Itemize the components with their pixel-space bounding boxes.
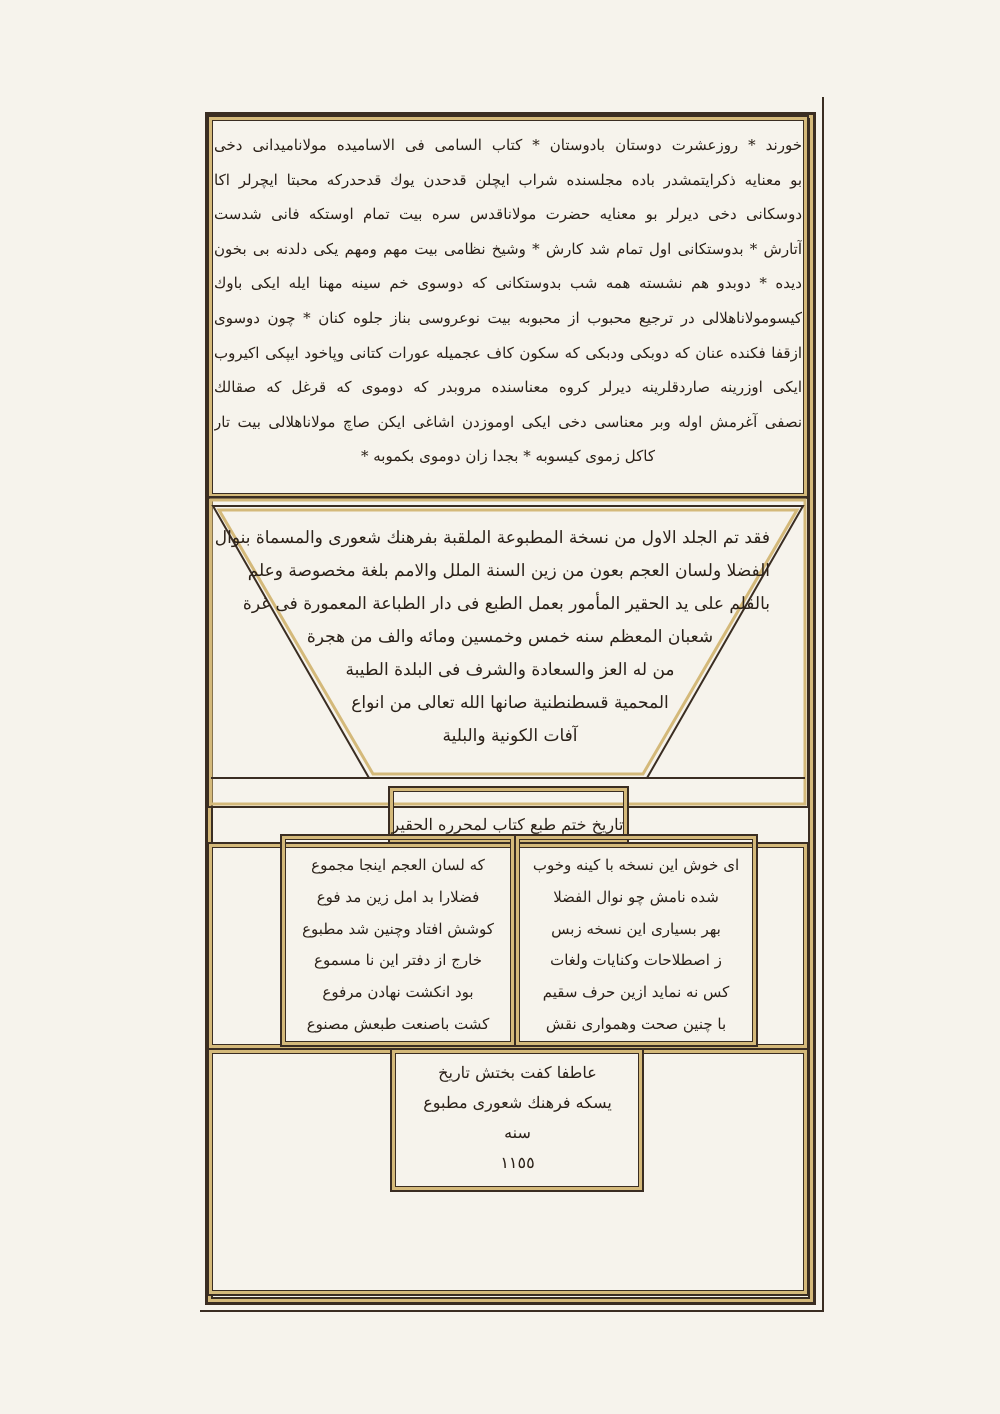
colophon-line: المحمية قسطنطنية صانها الله تعالى من انواع [351,693,669,713]
colophon-line: شعبان المعظم سنه خمس وخمسين ومائه والف من هجرة [306,627,714,647]
verse-line: فضلارا بد امل زين مد فوع [316,887,480,906]
colophon-text [214,522,770,753]
verse-line: بود انكشت نهادن مرفوع [322,983,474,1002]
verse-line: بهر بسيارى اين نسخه زبس [551,919,721,938]
date-text [395,1058,640,1178]
colophon-line: من له العز والسعادة والشرف فى البلدة الطيبة [345,660,675,680]
verse-line: كه لسان العجم اينجا مجموع [311,856,485,874]
top-text-line: نصفى آغرمش اوله وبر معناسى دخى ایكى اوموزدن اشاغى ایكن صاچ مولاناهلالى بیت تار [214,412,802,431]
top-text-line: كاكل زموى كیسوبه * بجدا زان دوموى بكموبه * [360,447,655,466]
verse-line: كوشش افتاد وچنين شد مطبوع [302,919,494,938]
top-text-line: دیده * دوبدو هم نشسته همه شب بدوستكانى كه دوسوى خم سینه مهنا ایله ایكى باوك [214,274,802,293]
colophon-line: الفضلا ولسان العجم بعون من زين السنة الملل والامم بلغة مخصوصة وعلم [247,561,770,581]
top-text-line: بو معنایه ذكرایتمشدر باده مجلسنده شراب ایچلن قدحدن یوك قدحدرکه محبتا ایچرلر اكا [214,170,802,189]
colophon-line: آفات الكونية والبلية [442,726,578,746]
verse-right-column [516,850,756,1041]
date-year: ١١٥٥ [500,1153,535,1172]
verse-line: اى خوش اين نسخه با كينه وخوب [532,856,740,874]
top-text-line: كیسومولاناهلالى در ترجیع محبوب از محبوبه بیت نوعروسى بناز جلوه كنان * چون دوسوى [214,308,802,327]
top-text-line: خورند * روزعشرت دوستان بادوستان * كتاب السامى فى الاسامیده مولانامیدانى دخى [214,136,802,154]
top-text-block [214,128,802,474]
date-year-label: سنه [504,1123,531,1142]
top-text-line: ازقفا فكنده عنان كه دوبكى ودبكى كه سكون كاف عجمیله عورات كتانى وپاخود ایپكى اكیروب [214,343,802,362]
colophon-line: فقد تم الجلد الاول من نسخة المطبوعة الملقبة بفرهنك شعورى والمسماة بنوال [214,528,770,548]
verse-line: كس نه نمايد ازين حرف سقيم [542,983,730,1002]
date-line: يسكه فرهنك شعورى مطبوع [423,1093,612,1112]
verse-line: ز اصطلاحات وكنايات ولغات [550,951,722,970]
top-text-line: ایكى اوزرینه صاردقلرینه دیرلر كروه معناسنده مروبدر كه دوموى كه قرغل كه صقالك [214,378,802,397]
date-line: عاطفا كفت بختش تاريخ [438,1063,597,1082]
verse-left-column [282,850,514,1041]
top-text-line: دوسكانى دخى دیرلر بو معنایه حضرت مولاناقدس سره بیت تمام اوستكه فانى شدست [214,205,802,224]
verse-line: شده نامش چو نوال الفضلا [553,887,719,906]
title-box-text: تاريخ ختم طبع كتاب لمحرره الحقير [391,815,624,834]
verse-line: با چنين صحت وهموارى نقش [545,1014,727,1033]
verse-line: كشت باصنعت طبعش مصنوع [306,1014,490,1033]
top-text-line: آتارش * بدوستكانى اول تمام شد كارش * وشیخ نظامى بیت مهم ومهم یكى دلدنه بى بخون [214,239,802,258]
colophon-line: بالقلم على يد الحقير المأمور بعمل الطبع فى دار الطباعة المعمورة فى غرة [242,594,770,614]
verse-line: خارج از دفتر اين نا مسموع [314,951,482,970]
